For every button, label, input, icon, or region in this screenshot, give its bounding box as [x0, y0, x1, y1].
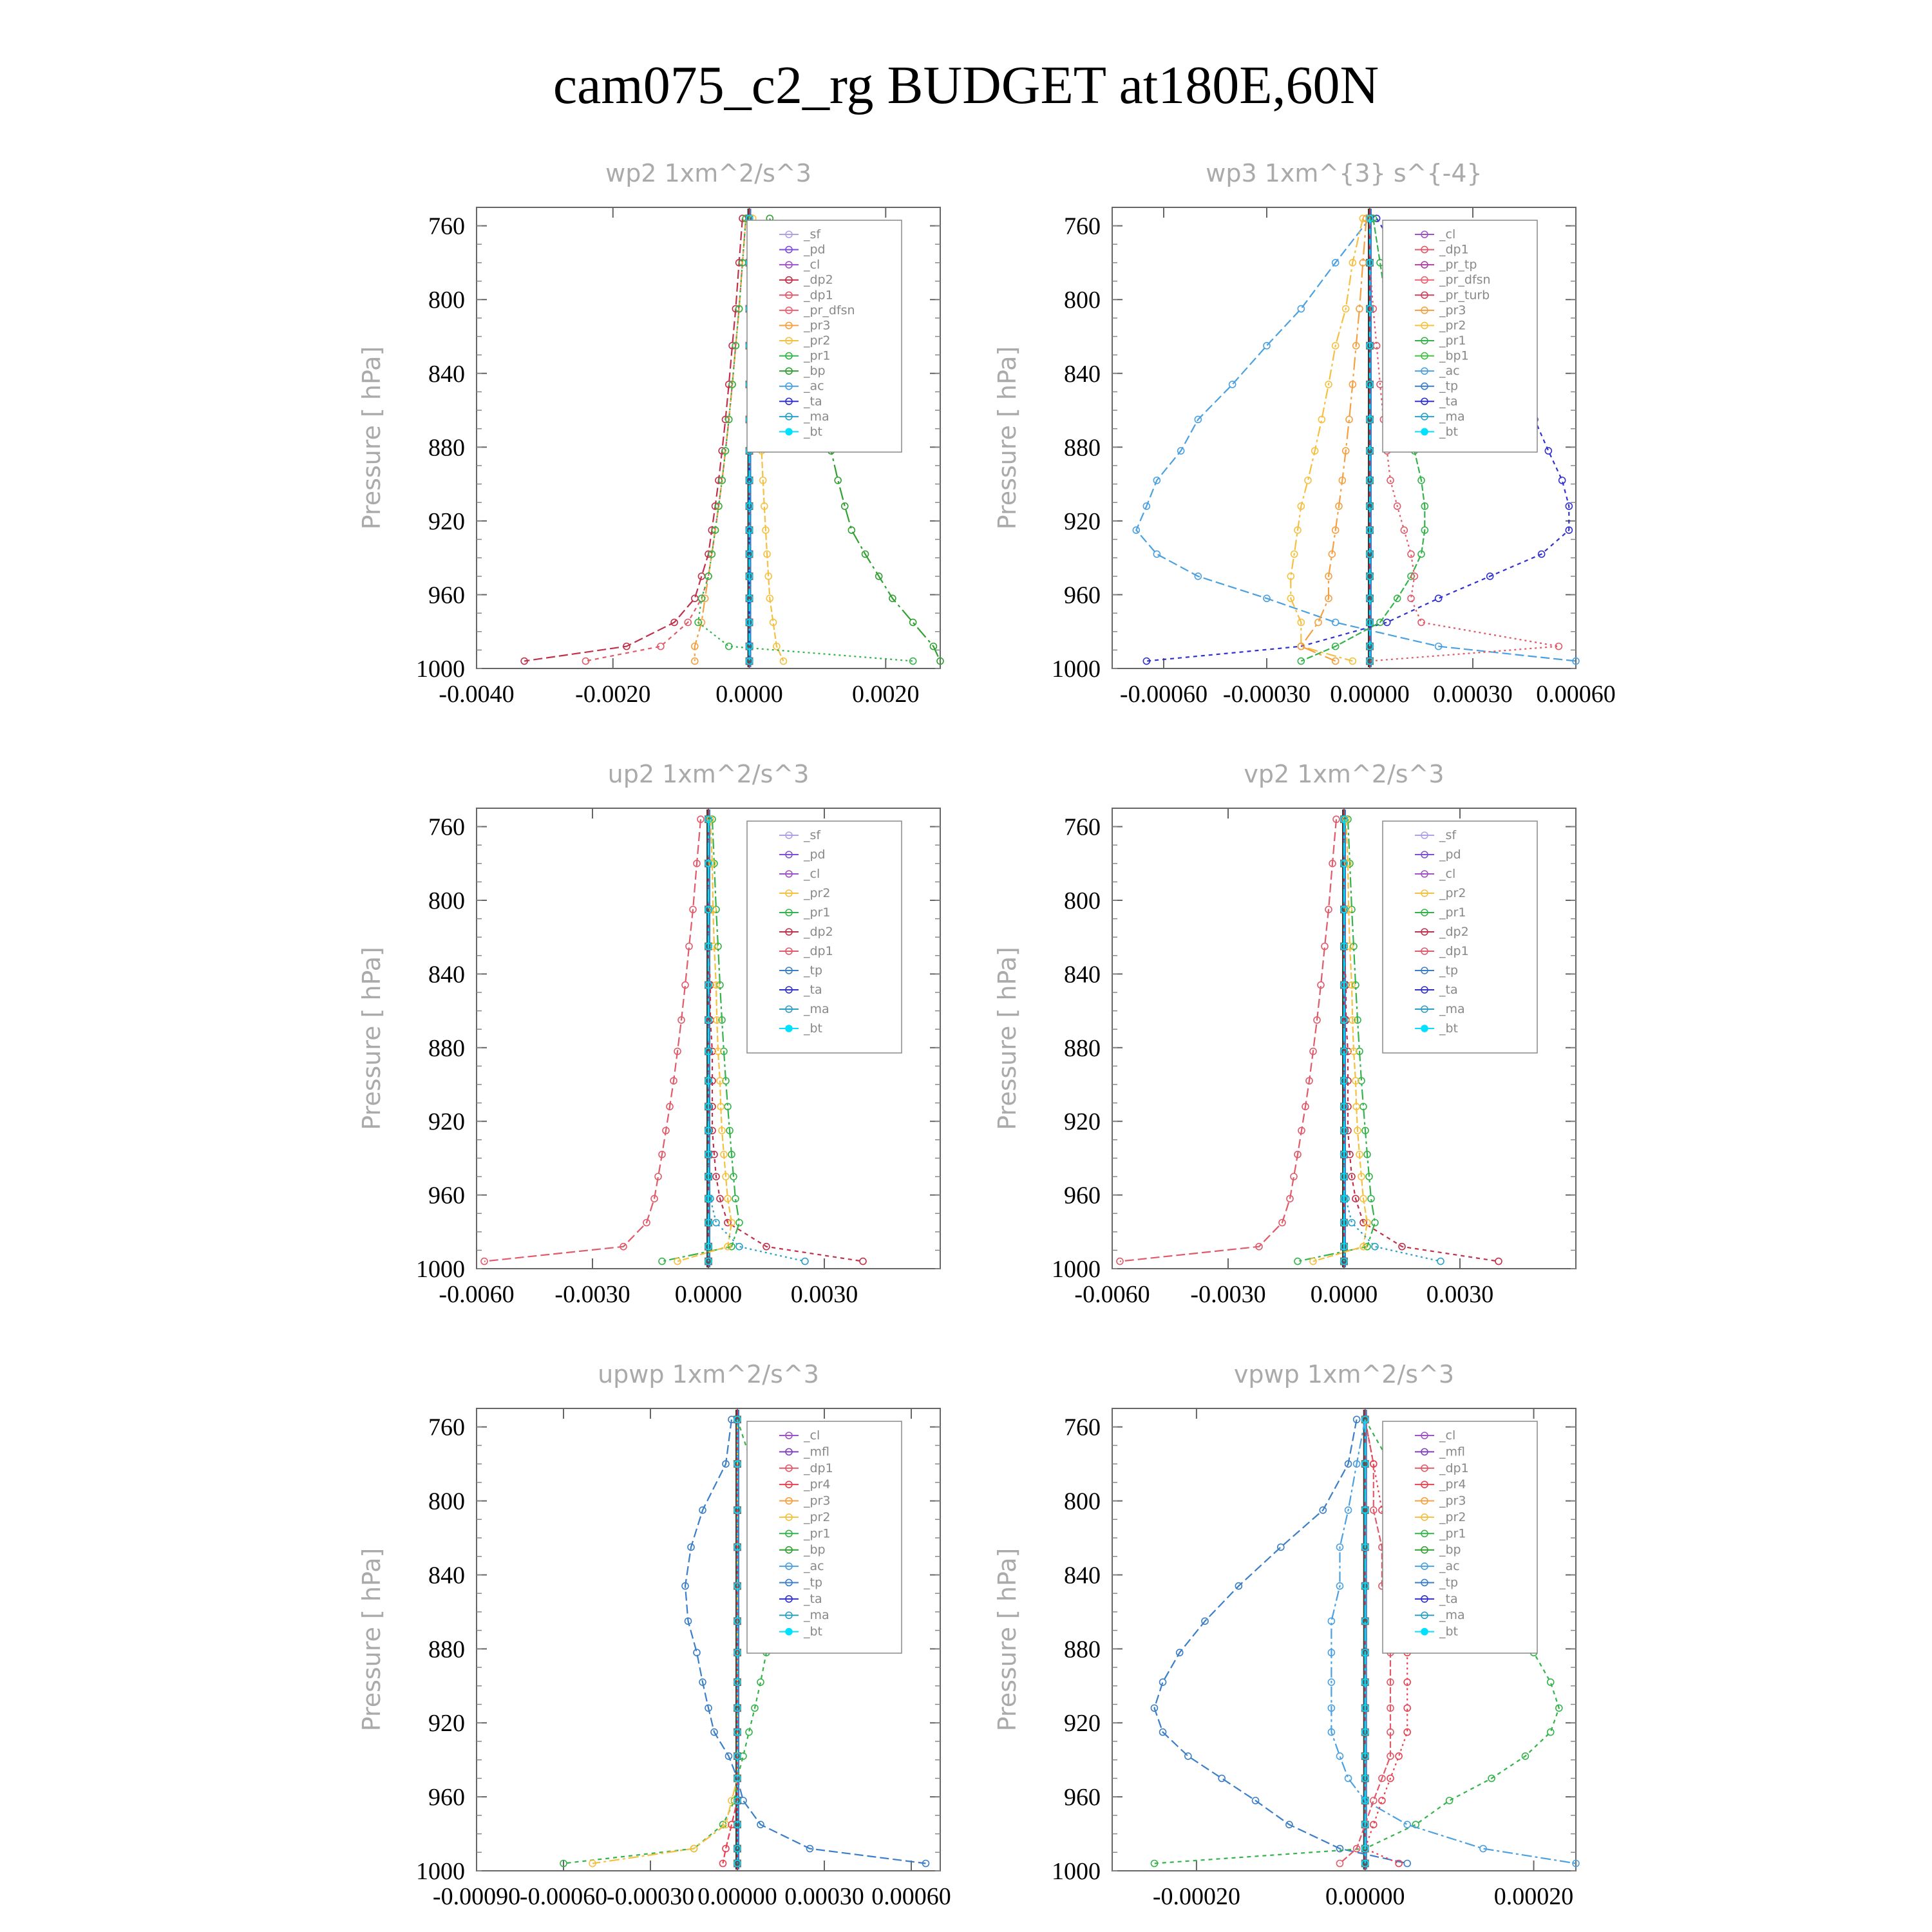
- legend-entry: _bp1: [1439, 348, 1469, 363]
- series-point-pr1: [1548, 1729, 1554, 1736]
- x-tick-label: 0.0000: [1310, 1281, 1378, 1308]
- y-tick-label: 760: [428, 213, 465, 240]
- y-tick-label: 880: [428, 434, 465, 462]
- panel-2: [993, 159, 1616, 708]
- y-tick-label: 800: [428, 1488, 465, 1515]
- y-axis-label: Pressure [ hPa]: [357, 1548, 386, 1732]
- x-tick-label: 0.00060: [1536, 681, 1616, 708]
- x-tick-label: -0.00060: [519, 1883, 608, 1910]
- zero-bundle-marker: [1366, 658, 1374, 665]
- legend-entry: _ac: [804, 379, 824, 393]
- series-point-ac: [1298, 306, 1304, 312]
- series-point-dp1: [1336, 1861, 1343, 1867]
- y-tick-label: 800: [428, 287, 465, 314]
- legend-entry: _cl: [1439, 1428, 1456, 1443]
- series-point-tp: [1278, 1544, 1284, 1550]
- legend-entry: _pd: [804, 848, 826, 862]
- y-tick-label: 760: [428, 1414, 465, 1441]
- x-tick-label: 0.00020: [1493, 1883, 1574, 1910]
- legend-entry: _tp: [1439, 963, 1459, 978]
- legend-marker: [786, 428, 792, 435]
- legend-entry: _cl: [804, 1428, 820, 1443]
- series-line-pr2: [592, 1419, 737, 1863]
- legend-entry: _pr2: [1439, 886, 1466, 900]
- legend-entry: _pd: [804, 242, 826, 257]
- series-point-pr3: [692, 658, 698, 665]
- legend-entry: _pr1: [1439, 905, 1466, 920]
- legend-entry: _dp1: [804, 944, 833, 958]
- legend-entry: _cl: [804, 867, 820, 881]
- legend-entry: _ta: [1439, 1591, 1458, 1606]
- series-point-pr2: [780, 658, 786, 665]
- legend-entry: _pr4: [1439, 1477, 1466, 1492]
- x-tick-label: 0.0020: [852, 681, 920, 708]
- legend-entry: _pr1: [804, 348, 831, 363]
- legend-entry: _bt: [1439, 424, 1459, 439]
- y-tick-label: 880: [1064, 1636, 1101, 1663]
- x-tick-label: 0.0030: [1426, 1281, 1494, 1308]
- series-line-tp: [1155, 1419, 1408, 1863]
- y-tick-label: 840: [1064, 1562, 1101, 1589]
- y-tick-label: 840: [428, 1562, 465, 1589]
- legend-entry: _pr3: [1439, 303, 1466, 317]
- series-point-tp: [1404, 1861, 1410, 1867]
- legend-entry: _ta: [804, 983, 822, 997]
- x-tick-label: 0.00000: [1325, 1883, 1405, 1910]
- legend-entry: _bp: [1439, 1542, 1461, 1557]
- y-tick-label: 920: [428, 1710, 465, 1738]
- legend-entry: _tp: [1439, 1575, 1459, 1590]
- panel-title: up2 1xm^2/s^3: [607, 760, 810, 788]
- series-point-ta: [1435, 595, 1442, 601]
- y-tick-label: 840: [428, 961, 465, 989]
- legend-entry: _pr1: [804, 905, 831, 920]
- x-tick-label: -0.0060: [439, 1281, 515, 1308]
- legend-entry: _pr_tp: [1439, 258, 1477, 272]
- panel-6: [993, 1360, 1579, 1910]
- legend-entry: _pr2: [804, 886, 831, 900]
- legend-entry: _pr1: [1439, 1526, 1466, 1541]
- x-tick-label: -0.0020: [575, 681, 651, 708]
- x-tick-label: -0.00060: [1119, 681, 1208, 708]
- y-axis-label: Pressure [ hPa]: [993, 346, 1021, 530]
- series-point-pr4: [1370, 1821, 1377, 1828]
- legend-entry: _ma: [804, 1608, 829, 1623]
- y-tick-label: 960: [428, 1182, 465, 1209]
- legend-entry: _cl: [1439, 227, 1456, 242]
- legend-entry: _ta: [1439, 983, 1458, 997]
- legend-entry: _mfl: [804, 1444, 829, 1459]
- y-tick-label: 920: [428, 1108, 465, 1136]
- series-point-ta: [1545, 448, 1551, 454]
- series-point-ac: [1332, 619, 1339, 625]
- panel-3: [357, 760, 940, 1308]
- x-tick-label: 0.00000: [697, 1883, 777, 1910]
- x-tick-label: -0.00030: [1222, 681, 1311, 708]
- x-tick-label: -0.00020: [1152, 1883, 1240, 1910]
- legend-entry: _dp1: [1439, 242, 1469, 257]
- series-point-dp2: [860, 1258, 866, 1265]
- legend-entry: _pr1: [1439, 334, 1466, 348]
- legend-entry: _pr2: [1439, 318, 1466, 333]
- x-tick-label: 0.00000: [1330, 681, 1410, 708]
- y-tick-label: 880: [428, 1636, 465, 1663]
- x-tick-label: -0.0030: [1190, 1281, 1266, 1308]
- y-tick-label: 880: [428, 1034, 465, 1062]
- legend-entry: _pr2: [804, 334, 831, 348]
- legend-entry: _pd: [1439, 848, 1461, 862]
- x-tick-label: -0.0030: [554, 1281, 630, 1308]
- legend-entry: _ta: [804, 1591, 822, 1606]
- legend-entry: _pr3: [804, 1493, 831, 1508]
- y-axis-label: Pressure [ hPa]: [993, 1548, 1021, 1732]
- legend-entry: _sf: [804, 828, 821, 842]
- legend-entry: _dp2: [804, 925, 833, 939]
- legend-entry: _dp1: [1439, 944, 1469, 958]
- series-point-pr3: [1315, 619, 1321, 625]
- legend-marker: [786, 1629, 792, 1635]
- y-tick-label: 1000: [416, 656, 465, 683]
- panel-5: [357, 1360, 951, 1910]
- legend-entry: _pr_dfsn: [1439, 272, 1491, 287]
- series-point-dp2: [1495, 1258, 1502, 1265]
- legend-entry: _ma: [804, 1002, 829, 1016]
- legend-entry: _bp: [804, 364, 826, 379]
- series-line-dp1: [1120, 819, 1336, 1261]
- legend-entry: _ta: [804, 394, 822, 409]
- legend-entry: _bt: [804, 1021, 823, 1036]
- panel-title: vp2 1xm^2/s^3: [1244, 760, 1444, 788]
- figure-title: cam075_c2_rg BUDGET at180E,60N: [553, 55, 1379, 115]
- x-tick-label: -0.0040: [439, 681, 515, 708]
- legend-entry: _ma: [1439, 1608, 1465, 1623]
- legend-entry: _dp2: [1439, 925, 1469, 939]
- x-tick-label: -0.0060: [1074, 1281, 1150, 1308]
- x-tick-label: 0.0000: [674, 1281, 743, 1308]
- panel-title: vpwp 1xm^2/s^3: [1233, 1360, 1455, 1388]
- panel-title: wp2 1xm^2/s^3: [605, 159, 811, 187]
- series-point-ac: [1404, 1821, 1410, 1828]
- series-point-ac: [1229, 381, 1236, 388]
- y-tick-label: 920: [1064, 507, 1101, 535]
- y-tick-label: 1000: [416, 1256, 465, 1283]
- legend-entry: _mfl: [1439, 1444, 1465, 1459]
- series-line-pr1: [564, 1419, 778, 1863]
- zero-bundle-marker: [734, 1860, 741, 1868]
- x-tick-label: -0.00090: [432, 1883, 521, 1910]
- legend-entry: _dp1: [804, 1461, 833, 1475]
- series-line-pr2: [1291, 218, 1363, 661]
- panel-1: [357, 159, 943, 708]
- legend-entry: _pr1: [804, 1526, 831, 1541]
- legend-entry: _ma: [1439, 409, 1465, 424]
- y-tick-label: 880: [1064, 434, 1101, 462]
- series-point-ac: [1153, 551, 1160, 557]
- y-tick-label: 960: [1064, 582, 1101, 609]
- x-tick-label: -0.00030: [606, 1883, 695, 1910]
- y-tick-label: 760: [1064, 213, 1101, 240]
- series-point-ac: [1264, 343, 1270, 349]
- legend-entry: _ma: [1439, 1002, 1465, 1016]
- series-point-ma: [802, 1258, 808, 1265]
- series-point-pr4: [1396, 1753, 1402, 1759]
- y-axis-label: Pressure [ hPa]: [993, 947, 1021, 1130]
- legend-entry: _pr_dfsn: [804, 303, 855, 317]
- y-axis-label: Pressure [ hPa]: [357, 346, 386, 530]
- y-tick-label: 840: [428, 360, 465, 388]
- x-tick-label: 0.00030: [784, 1883, 864, 1910]
- legend-entry: _bt: [804, 1624, 823, 1639]
- x-tick-label: 0.00060: [871, 1883, 951, 1910]
- y-tick-label: 960: [1064, 1784, 1101, 1812]
- x-tick-label: 0.0000: [715, 681, 783, 708]
- legend-entry: _bt: [1439, 1624, 1459, 1639]
- y-tick-label: 800: [1064, 887, 1101, 914]
- series-line-pr3: [1301, 218, 1366, 661]
- legend-entry: _ac: [1439, 364, 1460, 379]
- series-line-dp2: [524, 218, 743, 661]
- panel-title: upwp 1xm^2/s^3: [598, 1360, 819, 1388]
- y-tick-label: 960: [428, 1784, 465, 1812]
- legend-entry: _tp: [804, 1575, 823, 1590]
- x-tick-label: 0.00030: [1433, 681, 1513, 708]
- legend-entry: _bp: [804, 1542, 826, 1557]
- y-tick-label: 800: [428, 887, 465, 914]
- legend-entry: _bt: [804, 424, 823, 439]
- y-tick-label: 920: [428, 507, 465, 535]
- series-point-tp: [1185, 1753, 1191, 1759]
- legend-entry: _ta: [1439, 394, 1458, 409]
- series-line-dp1: [585, 218, 746, 661]
- legend-entry: _dp1: [1439, 1461, 1469, 1475]
- legend-entry: _cl: [1439, 867, 1456, 881]
- y-tick-label: 920: [1064, 1108, 1101, 1136]
- series-line-dp1: [484, 819, 701, 1261]
- series-point-ac: [1345, 1775, 1352, 1781]
- legend-marker: [1421, 428, 1428, 435]
- x-tick-label: 0.0030: [790, 1281, 858, 1308]
- legend-entry: _cl: [804, 258, 820, 272]
- legend-entry: _pr3: [1439, 1493, 1466, 1508]
- y-tick-label: 960: [428, 582, 465, 609]
- y-tick-label: 760: [1064, 1414, 1101, 1441]
- series-point-tp: [1160, 1679, 1166, 1685]
- series-point-bp: [910, 619, 916, 625]
- series-point-pr1: [1446, 1797, 1453, 1804]
- y-tick-label: 840: [1064, 360, 1101, 388]
- legend-entry: _sf: [1439, 828, 1457, 842]
- y-tick-label: 1000: [1052, 1256, 1101, 1283]
- panel-title: wp3 1xm^{3} s^{-4}: [1206, 159, 1482, 187]
- y-tick-label: 760: [1064, 813, 1101, 841]
- y-tick-label: 1000: [1052, 656, 1101, 683]
- legend-entry: _pr3: [804, 318, 831, 333]
- legend-entry: _pr2: [1439, 1510, 1466, 1524]
- y-tick-label: 920: [1064, 1710, 1101, 1738]
- y-tick-label: 800: [1064, 1488, 1101, 1515]
- y-tick-label: 800: [1064, 287, 1101, 314]
- panels: [357, 159, 1616, 1910]
- legend-entry: _dp2: [804, 272, 833, 287]
- series-point-ac: [1336, 1753, 1343, 1759]
- legend-entry: _bt: [1439, 1021, 1459, 1036]
- y-tick-label: 760: [428, 813, 465, 841]
- legend-entry: _ma: [804, 409, 829, 424]
- legend-entry: _ac: [1439, 1559, 1460, 1574]
- y-tick-label: 1000: [416, 1858, 465, 1885]
- y-tick-label: 960: [1064, 1182, 1101, 1209]
- series-point-pr4: [1379, 1797, 1385, 1804]
- panel-4: [993, 760, 1576, 1308]
- y-tick-label: 880: [1064, 1034, 1101, 1062]
- y-tick-label: 840: [1064, 961, 1101, 989]
- legend-entry: _pr2: [804, 1510, 831, 1524]
- legend-entry: _tp: [1439, 379, 1459, 393]
- legend-entry: _ac: [804, 1559, 824, 1574]
- y-axis-label: Pressure [ hPa]: [357, 947, 386, 1130]
- legend-entry: _sf: [804, 227, 821, 242]
- legend-entry: _dp1: [804, 288, 833, 303]
- legend-marker: [1421, 1629, 1428, 1635]
- legend-marker: [1421, 1025, 1428, 1032]
- legend-marker: [786, 1025, 792, 1032]
- series-point-tp: [1218, 1775, 1225, 1781]
- y-tick-label: 1000: [1052, 1858, 1101, 1885]
- legend-entry: _pr_turb: [1439, 288, 1490, 303]
- legend-entry: _pr4: [804, 1477, 831, 1492]
- series-point-dp1: [1370, 1797, 1377, 1804]
- series-point-ma: [1437, 1258, 1444, 1265]
- legend-entry: _tp: [804, 963, 823, 978]
